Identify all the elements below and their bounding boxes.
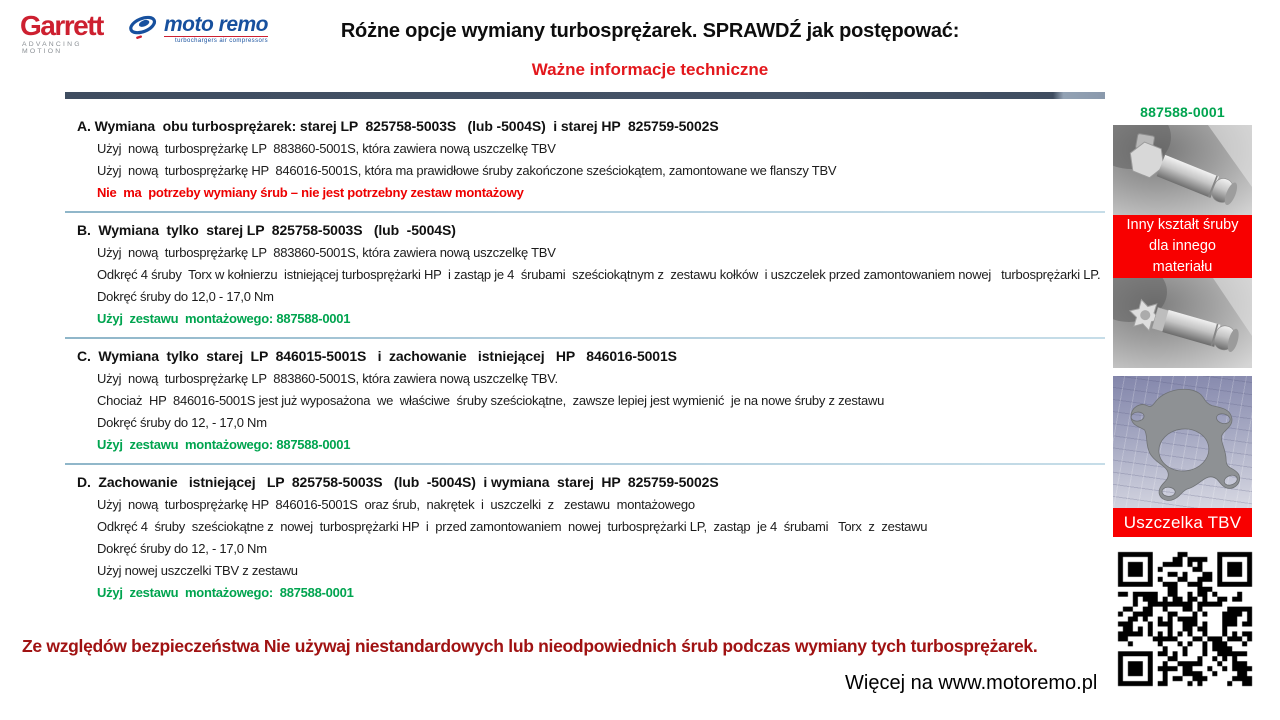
- torx-bolt-image: [1113, 278, 1252, 368]
- page-subtitle: Ważne informacje techniczne: [531, 60, 769, 79]
- tbv-gasket-banner: Uszczelka TBV: [1113, 508, 1252, 537]
- option-section: [65, 214, 1105, 336]
- bolt-shape-banner: Inny kształt śruby dla innego materiału: [1113, 215, 1252, 278]
- content-top-bar: [65, 92, 1105, 99]
- instruction-line: Użyj zestawu montażowego: 887588-0001: [97, 437, 351, 452]
- instruction-line: Odkręć 4 śruby Torx w kołnierzu istniejącej turbosprężarki HP i zastąp je 4 śrubami sześciokątnym z zestawu kołków i uszczelek przed zamontowaniem nowej turbosprężarki LP.: [97, 267, 1101, 282]
- website-link-text: Więcej na www.motoremo.pl: [845, 672, 1098, 694]
- instruction-line: Chociaż HP 846016-5001S jest już wyposażona we właściwe śruby sześciokątne, zawsze lepiej jest wymienić je na nowe śruby z zestawu: [97, 393, 885, 408]
- motoremo-swoosh-icon: [128, 14, 160, 47]
- instruction-line: Użyj nową turbosprężarkę LP 883860-5001S, która zawiera nową uszczelkę TBV.: [97, 371, 558, 386]
- garrett-tagline: ADVANCING MOTION: [22, 41, 82, 55]
- instruction-line: Użyj nową turbosprężarkę HP 846016-5001S, która ma prawidłowe śruby zakończone sześciokątem, zamontowane we flanszy TBV: [97, 163, 837, 178]
- instruction-line: Użyj nową turbosprężarkę HP 846016-5001S oraz śrub, nakrętek i uszczelki z zestawu montażowego: [97, 497, 695, 512]
- option-section-title: C. Wymiana tylko starej LP 846015-5001S i zachowanie istniejącej HP 846016-5001S: [77, 348, 677, 364]
- tbv-gasket-image: [1113, 376, 1252, 508]
- instruction-line: Nie ma potrzeby wymiany śrub – nie jest potrzebny zestaw montażowy: [97, 185, 524, 200]
- instruction-line: Dokręć śruby do 12, - 17,0 Nm: [97, 541, 267, 556]
- option-section: [65, 110, 1105, 210]
- qr-code: [1113, 547, 1257, 691]
- instruction-line: Użyj zestawu montażowego: 887588-0001: [97, 311, 351, 326]
- instruction-line: Użyj nowej uszczelki TBV z zestawu: [97, 563, 298, 578]
- options-list: [65, 99, 1105, 610]
- garrett-logo: [20, 12, 120, 55]
- garrett-logo-text: Garrett: [20, 10, 103, 41]
- instruction-line: Użyj nową turbosprężarkę LP 883860-5001S, która zawiera nową uszczelkę TBV: [97, 141, 556, 156]
- mounting-kit-part-number: 887588-0001: [1140, 104, 1225, 120]
- section-divider: [65, 337, 1105, 339]
- option-section-title: D. Zachowanie istniejącej LP 825758-5003S (lub -5004S) i wymiana starej HP 825759-5002S: [77, 474, 719, 490]
- main-content: [65, 92, 1105, 610]
- safety-warning: Ze względów bezpieczeństwa Nie używaj niestandardowych lub nieodpowiednich śrub podczas wymiany tych turbosprężarek.: [22, 636, 1038, 656]
- option-section: [65, 466, 1105, 610]
- hex-bolt-image: [1113, 125, 1252, 215]
- instruction-line: Użyj nową turbosprężarkę LP 883860-5001S, która zawiera nową uszczelkę TBV: [97, 245, 556, 260]
- instruction-line: Odkręć 4 śruby sześciokątne z nowej turbosprężarki HP i przed zamontowaniem nowej turbosprężarki LP, zastąp je 4 śrubami Torx z zestawu: [97, 519, 928, 534]
- motoremo-logo-text: moto remo: [164, 13, 269, 36]
- instruction-line: Dokręć śruby do 12, - 17,0 Nm: [97, 415, 267, 430]
- instruction-line: Dokręć śruby do 12,0 - 17,0 Nm: [97, 289, 274, 304]
- page-title: Różne opcje wymiany turbosprężarek. SPRAWDŹ jak postępować:: [340, 20, 960, 42]
- option-section-title: B. Wymiana tylko starej LP 825758-5003S (lub -5004S): [77, 222, 456, 238]
- option-section-title: A. Wymiana obu turbosprężarek: starej LP 825758-5003S (lub -5004S) i starej HP 825759-5002S: [77, 118, 719, 134]
- motoremo-tagline: turbochargers air compressors: [164, 36, 268, 44]
- option-section: [65, 340, 1105, 462]
- section-divider: [65, 463, 1105, 465]
- instruction-line: Użyj zestawu montażowego: 887588-0001: [97, 585, 354, 600]
- section-divider: [65, 211, 1105, 213]
